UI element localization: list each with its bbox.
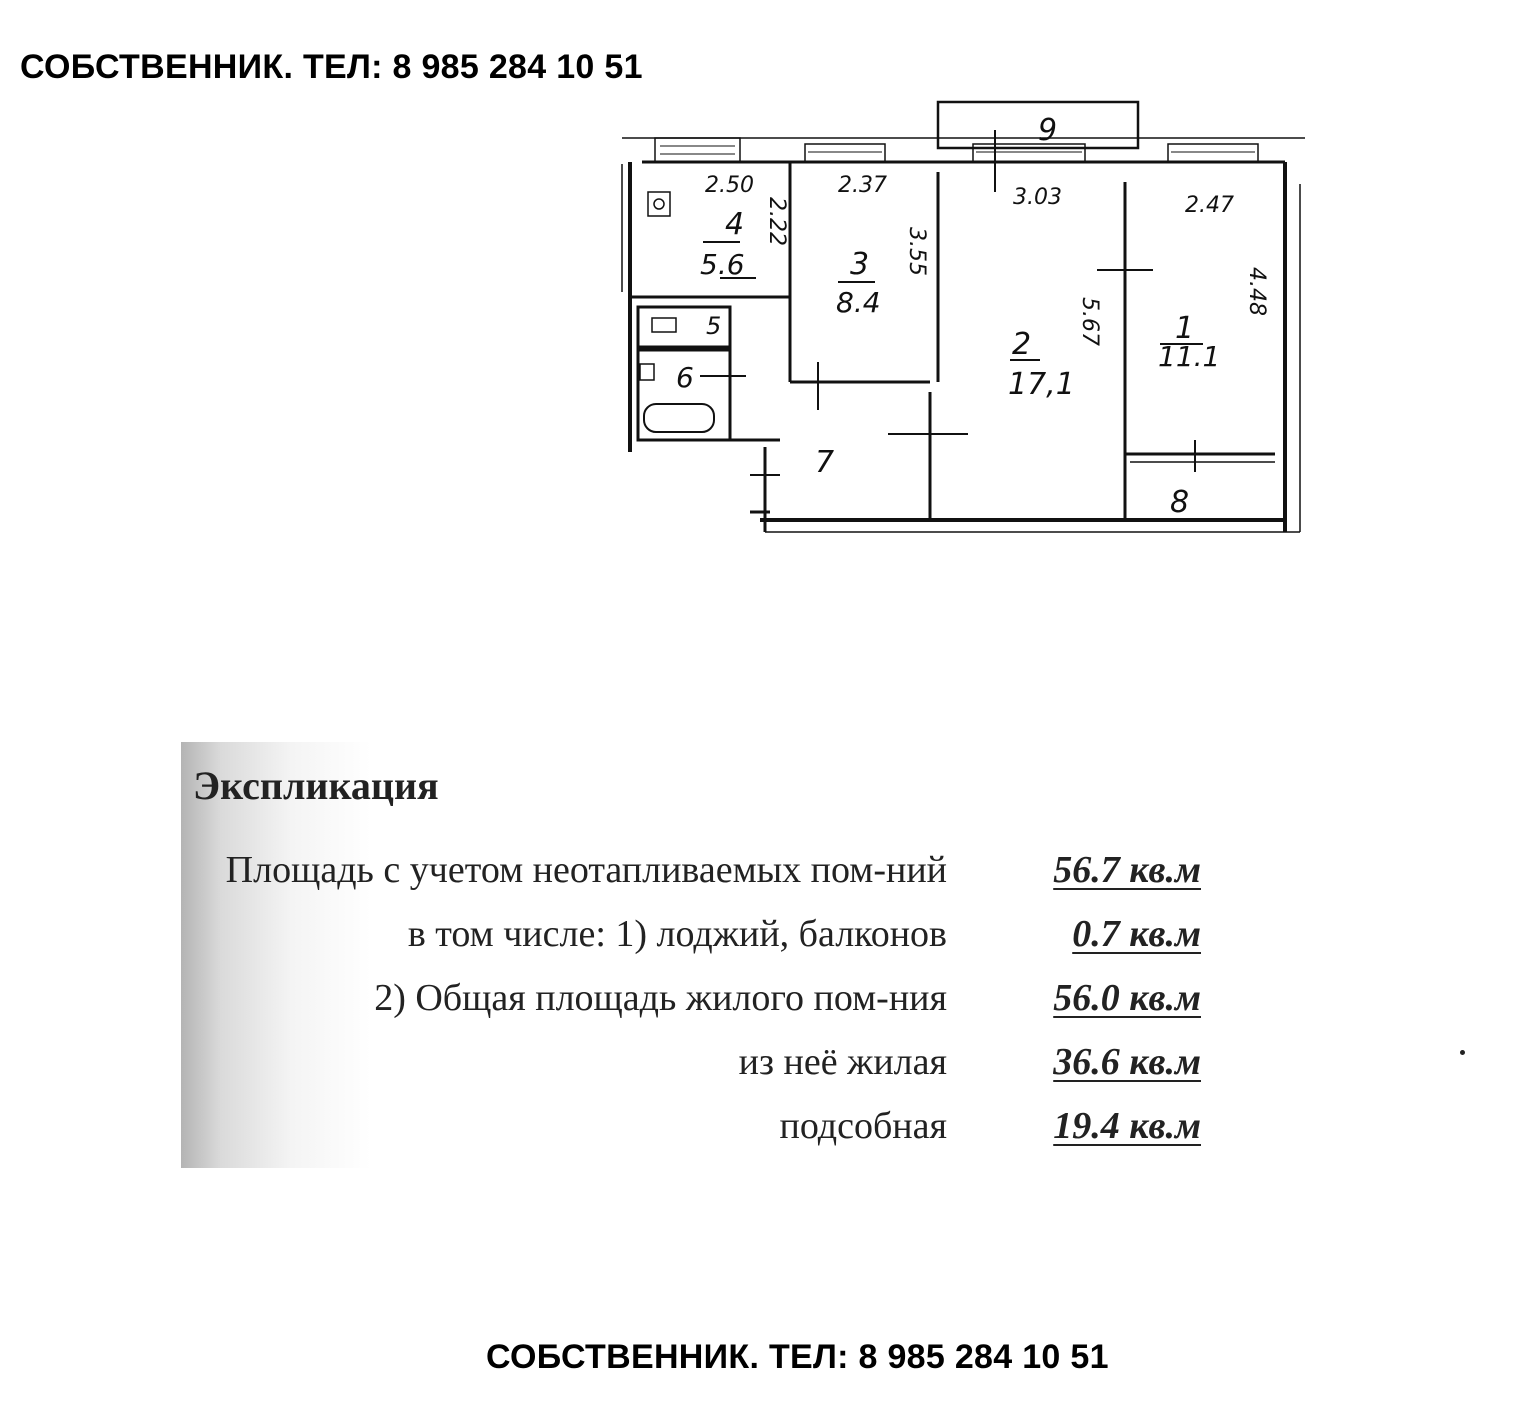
explication-value: 19.4 кв.м: [1053, 1105, 1201, 1147]
dimension-kitchen-depth: 2.22: [764, 197, 789, 246]
room-4-area: 5.6: [700, 248, 745, 281]
room-9-number: 9: [1038, 113, 1058, 148]
room-2-number: 2: [1012, 327, 1032, 362]
room-7-number: 7: [815, 445, 835, 480]
explication-value: 56.0 кв.м: [1053, 977, 1201, 1019]
explication-value: 56.7 кв.м: [1053, 849, 1201, 891]
dimension-room-3-depth: 3.55: [904, 227, 929, 276]
explication-row: [181, 1040, 1241, 1090]
floor-plan: [600, 92, 1320, 552]
explication-label: в том числе: 1) лоджий, балконов: [407, 913, 947, 955]
explication-row: [181, 976, 1241, 1026]
explication-label: подсобная: [779, 1105, 947, 1147]
scan-speck: [1460, 1050, 1465, 1055]
explication-row: [181, 848, 1241, 898]
explication-label: Площадь с учетом неотапливаемых пом-ний: [225, 849, 947, 891]
room-6-number: 6: [676, 361, 694, 394]
owner-phone-banner-bottom: СОБСТВЕННИК. ТЕЛ: 8 985 284 10 51: [486, 1338, 1109, 1376]
explication-row: [181, 912, 1241, 962]
dimension-room-2-width: 3.03: [1013, 185, 1062, 210]
room-5-number: 5: [706, 312, 722, 340]
room-8-number: 8: [1170, 485, 1190, 520]
room-3-area: 8.4: [836, 286, 881, 319]
explication-row: [181, 1104, 1241, 1154]
explication-table: [181, 742, 1241, 1168]
dimension-room-2-depth: 5.67: [1077, 297, 1102, 346]
room-3-number: 3: [850, 247, 870, 282]
room-1-number: 1: [1175, 311, 1195, 346]
room-4-number: 4: [725, 207, 745, 242]
explication-label: из неё жилая: [738, 1041, 947, 1083]
owner-phone-banner-top: СОБСТВЕННИК. ТЕЛ: 8 985 284 10 51: [20, 48, 643, 86]
room-2-area: 17,1: [1008, 367, 1075, 402]
dimension-room-1-depth: 4.48: [1244, 267, 1269, 316]
explication-value: 36.6 кв.м: [1053, 1041, 1201, 1083]
explication-title: Экспликация: [193, 763, 439, 808]
dimension-room-1-width: 2.47: [1185, 193, 1234, 218]
explication-label: 2) Общая площадь жилого пом-ния: [374, 977, 947, 1019]
dimension-kitchen-width: 2.50: [705, 173, 754, 198]
dimension-room-3-width: 2.37: [838, 173, 887, 198]
room-1-area: 11.1: [1158, 340, 1221, 373]
explication-value: 0.7 кв.м: [1072, 913, 1201, 955]
